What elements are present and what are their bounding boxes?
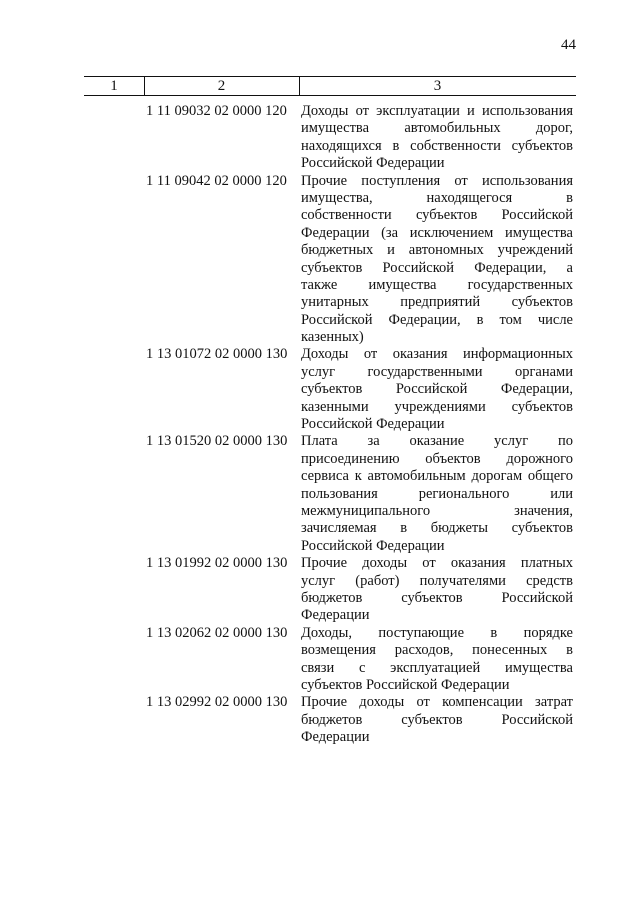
description-line: Доходы от эксплуатации и использования bbox=[301, 103, 573, 119]
table-body bbox=[0, 103, 636, 746]
description-line: Российской Федерации bbox=[301, 416, 445, 433]
classification-code: 1 11 09032 02 0000 120 bbox=[146, 103, 287, 119]
description-line: Российской Федерации bbox=[301, 155, 445, 172]
description-line: пользования регионального или bbox=[301, 485, 573, 502]
table-row bbox=[0, 555, 636, 625]
description-line: услуг государственными органами bbox=[301, 363, 573, 380]
description-line: собственности субъектов Российской bbox=[301, 207, 573, 224]
description-line: зачисляемая в бюджеты субъектов bbox=[301, 520, 573, 537]
description-line: унитарных предприятий субъектов bbox=[301, 294, 573, 311]
table-row bbox=[0, 173, 636, 347]
row-description bbox=[301, 694, 573, 746]
classification-code: 1 13 01520 02 0000 130 bbox=[146, 433, 288, 450]
header-col-1: 1 bbox=[110, 78, 118, 94]
description-line: находящихся в собственности субъектов bbox=[301, 137, 573, 154]
description-line: связи с эксплуатацией имущества bbox=[301, 659, 573, 676]
description-line: сервиса к автомобильным дорогам общего bbox=[301, 468, 573, 485]
description-line: Доходы от оказания информационных bbox=[301, 346, 573, 363]
description-line: Российской Федерации bbox=[301, 537, 445, 554]
description-line: имущества автомобильных дорог, bbox=[301, 120, 573, 137]
description-line: Прочие поступления от использования bbox=[301, 172, 573, 189]
description-line: Федерации (за исключением имущества bbox=[301, 224, 573, 241]
description-line: Плата за оказание услуг по bbox=[301, 433, 573, 450]
description-line: субъектов Российской Федерации, а bbox=[301, 259, 573, 276]
row-description bbox=[301, 433, 573, 555]
description-line: Прочие доходы от компенсации затрат bbox=[301, 694, 573, 711]
row-description bbox=[301, 173, 573, 347]
row-description bbox=[301, 625, 573, 695]
page-number: 44 bbox=[561, 37, 576, 53]
header-col-3: 3 bbox=[433, 78, 442, 94]
description-line: бюджетов субъектов Российской bbox=[301, 711, 573, 728]
description-line: бюджетных и автономных учреждений bbox=[301, 242, 573, 259]
row-description bbox=[301, 555, 573, 625]
table-header bbox=[84, 76, 576, 96]
description-line: субъектов Российской Федерации bbox=[301, 676, 510, 693]
description-line: субъектов Российской Федерации, bbox=[301, 381, 573, 398]
header-col-2: 2 bbox=[217, 78, 226, 94]
table-row bbox=[0, 433, 636, 555]
description-line: Прочие доходы от оказания платных bbox=[301, 555, 573, 572]
table-row bbox=[0, 346, 636, 433]
row-description bbox=[301, 346, 573, 433]
table-row bbox=[0, 103, 636, 173]
description-line: казенных) bbox=[301, 329, 364, 346]
row-description bbox=[301, 103, 573, 173]
description-line: присоединению объектов дорожного bbox=[301, 450, 573, 467]
classification-code: 1 11 09042 02 0000 120 bbox=[146, 172, 287, 189]
description-line: казенными учреждениями субъектов bbox=[301, 398, 573, 415]
classification-code: 1 13 01072 02 0000 130 bbox=[146, 346, 288, 363]
description-line: межмуниципального значения, bbox=[301, 502, 573, 519]
description-line: возмещения расходов, понесенных в bbox=[301, 642, 573, 659]
description-line: бюджетов субъектов Российской bbox=[301, 589, 573, 606]
description-line: Федерации bbox=[301, 607, 370, 624]
description-line: Российской Федерации, в том числе bbox=[301, 311, 573, 328]
description-line: имущества, находящегося в bbox=[301, 189, 573, 206]
description-line: услуг (работ) получателями средств bbox=[301, 572, 573, 589]
description-line: Доходы, поступающие в порядке bbox=[301, 624, 573, 641]
classification-code: 1 13 01992 02 0000 130 bbox=[146, 555, 288, 572]
table-row bbox=[0, 694, 636, 746]
classification-code: 1 13 02062 02 0000 130 bbox=[146, 624, 288, 641]
description-line: Федерации bbox=[301, 729, 370, 746]
table-row bbox=[0, 625, 636, 695]
description-line: также имущества государственных bbox=[301, 276, 573, 293]
classification-code: 1 13 02992 02 0000 130 bbox=[146, 694, 288, 711]
